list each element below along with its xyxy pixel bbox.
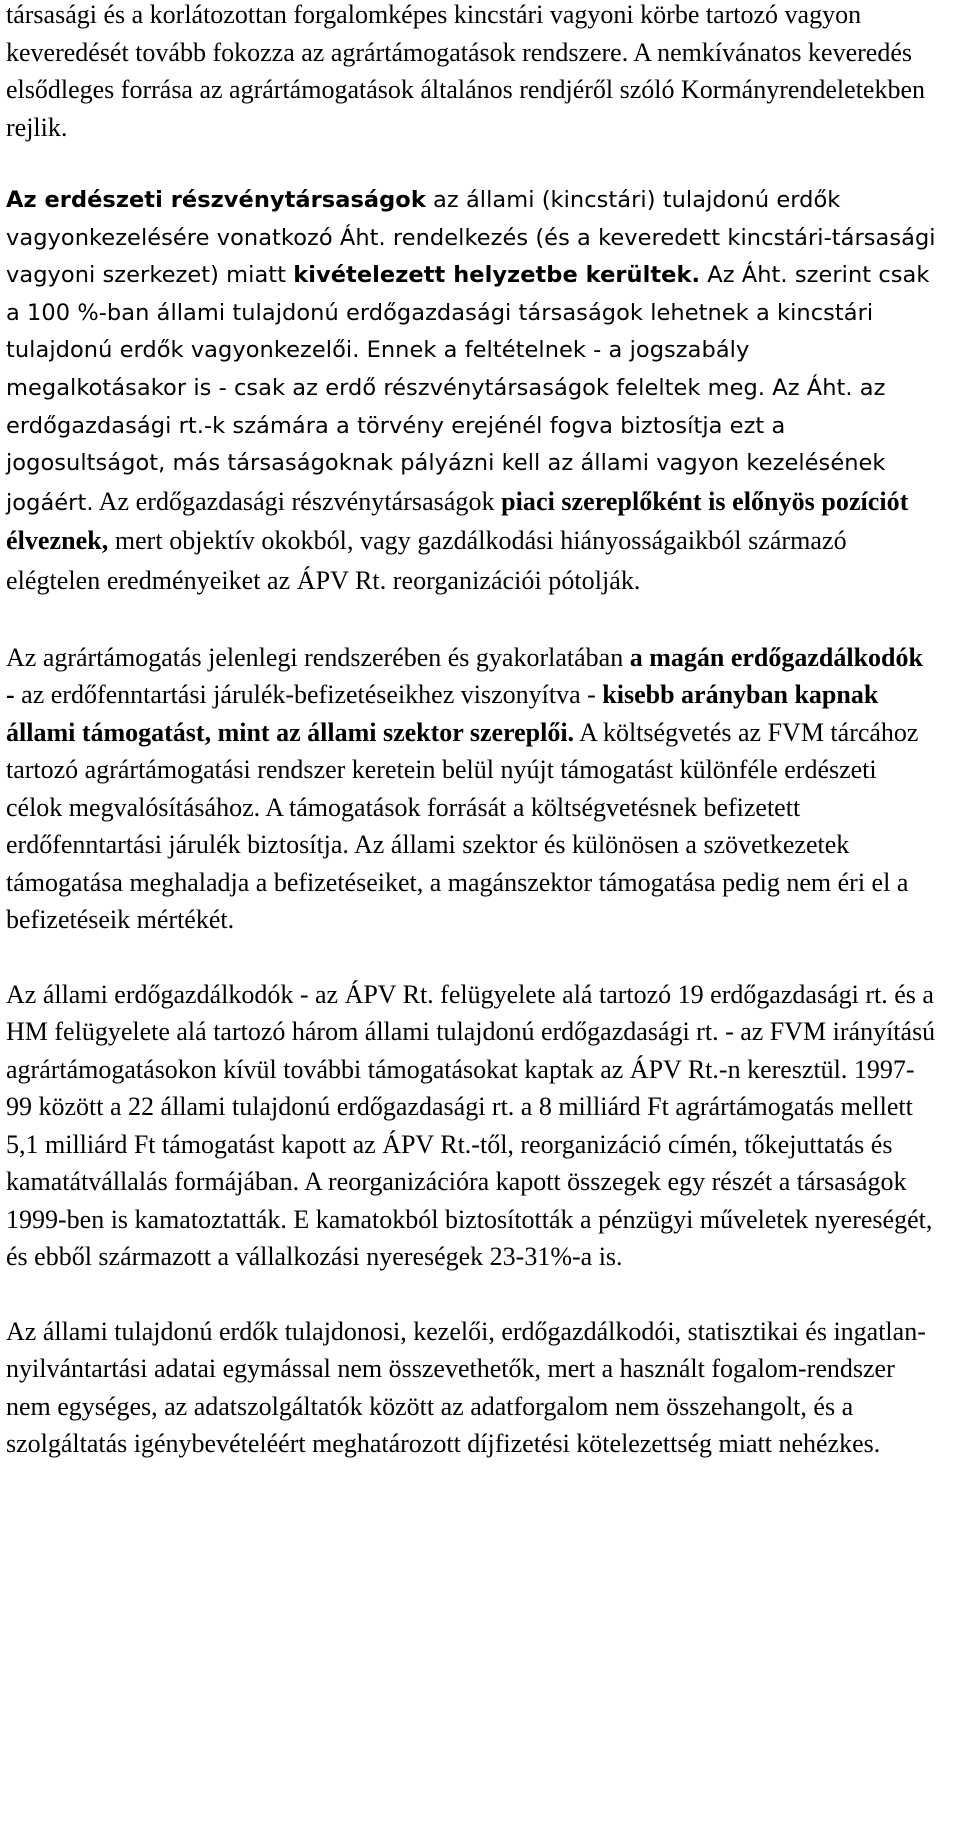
paragraph-2-serif-text-1: Az erdőgazdasági részvénytársaságok <box>93 486 502 516</box>
paragraph-2 <box>6 182 936 602</box>
paragraph-3-bold-1: a magán erdőgazdálkodók - <box>6 642 923 710</box>
paragraph-3-text-3: A költségvetés az FVM tárcához tartozó agrártámogatási rendszer keretein belül nyújt támogatást különféle erdészeti célok megvalósításához. A támogatások forrását a költségvetésnek befizetett erdőfenntartási járulék biztosítja. Az állami szektor és különösen a szövetkezetek támogatása meghaladja a befizetéseiket, a magánszektor támogatása pedig nem éri el a befizetéseik mértékét. <box>6 717 919 935</box>
paragraph-2-text-1: az állami (kincstári) tulajdonú erdők vagyonkezelésére vonatkozó Áht. rendelkezés (és a keveredett kincstári-társasági vagyoni szerkezet) miatt <box>6 187 936 289</box>
paragraph-3-text-2: az erdőfenntartási járulék-befizetéseikhez viszonyítva - <box>14 680 603 710</box>
paragraph-3 <box>6 639 936 939</box>
paragraph-4 <box>6 976 936 1276</box>
paragraph-5 <box>6 1313 936 1463</box>
document-page <box>6 0 936 1500</box>
paragraph-4-text: Az állami erdőgazdálkodók - az ÁPV Rt. felügyelete alá tartozó 19 erdőgazdasági rt. és a HM felügyelete alá tartozó három állami tulajdonú erdőgazdasági rt. - az FVM irányítású agrártámogatásokon kívül további támogatásokat kaptak az ÁPV Rt.-n keresztül. 1997-99 között a 22 állami tulajdonú erdőgazdasági rt. a 8 milliárd Ft agrártámogatás mellett 5,1 milliárd Ft támogatást kapott az ÁPV Rt.-től, reorganizáció címén, tőkejuttatás és kamatátvállalás formájában. A reorganizációra kapott összegek egy részét a társaságok 1999-ben is kamatoztatták. E kamatokból biztosították a pénzügyi műveletek nyereségét, és ebből származott a vállalkozási nyereségek 23-31%-a is. <box>6 979 936 1272</box>
paragraph-5-text: Az állami tulajdonú erdők tulajdonosi, kezelői, erdőgazdálkodói, statisztikai és ingatlan-nyilvántartási adatai egymással nem összevethetők, mert a használt fogalom-rendszer nem egységes, az adatszolgáltatók között az adatforgalom nem összehangolt, és a szolgáltatás igénybevételéért meghatározott díjfizetési kötelezettség miatt nehézkes. <box>6 1316 926 1459</box>
paragraph-1-text: társasági és a korlátozottan forgalomképes kincstári vagyoni körbe tartozó vagyon keveredését tovább fokozza az agrártámogatások rendszere. A nemkívánatos keveredés elsődleges forrása az agrártámogatások általános rendjéről szóló Kormányrendeletekben rejlik. <box>6 0 926 142</box>
paragraph-2-bold-1: Az erdészeti részvénytársaságok <box>6 187 426 213</box>
paragraph-1 <box>6 0 936 146</box>
paragraph-2-serif-bold: piaci szereplőként is előnyös pozíciót élveznek, <box>6 486 909 556</box>
paragraph-2-serif-text-2: mert objektív okokból, vagy gazdálkodási hiányosságaikból származó elégtelen eredményeiket az ÁPV Rt. reorganizációi pótolják. <box>6 526 847 595</box>
paragraph-3-text-1: Az agrártámogatás jelenlegi rendszerében és gyakorlatában <box>6 642 630 672</box>
paragraph-2-bold-2: kivételezett helyzetbe kerültek. <box>293 262 701 289</box>
paragraph-3-bold-2: kisebb arányban kapnak állami támogatást, mint az állami szektor szereplői. <box>6 680 879 747</box>
paragraph-2-text-2: Az Áht. szerint csak a 100 %-ban állami tulajdonú erdőgazdasági társaságok lehetnek a kincstári tulajdonú erdők vagyonkezelői. Ennek a feltételnek - a jogszabály megalkotásakor is - csak az erdő részvénytársaságok feleltek meg. Az Áht. az erdőgazdasági rt.-k számára a törvény erejénél fogva biztosítja ezt a jogosultságot, más társaságoknak pályázni kell az állami vagyon kezelésének jogáért. <box>6 262 930 516</box>
